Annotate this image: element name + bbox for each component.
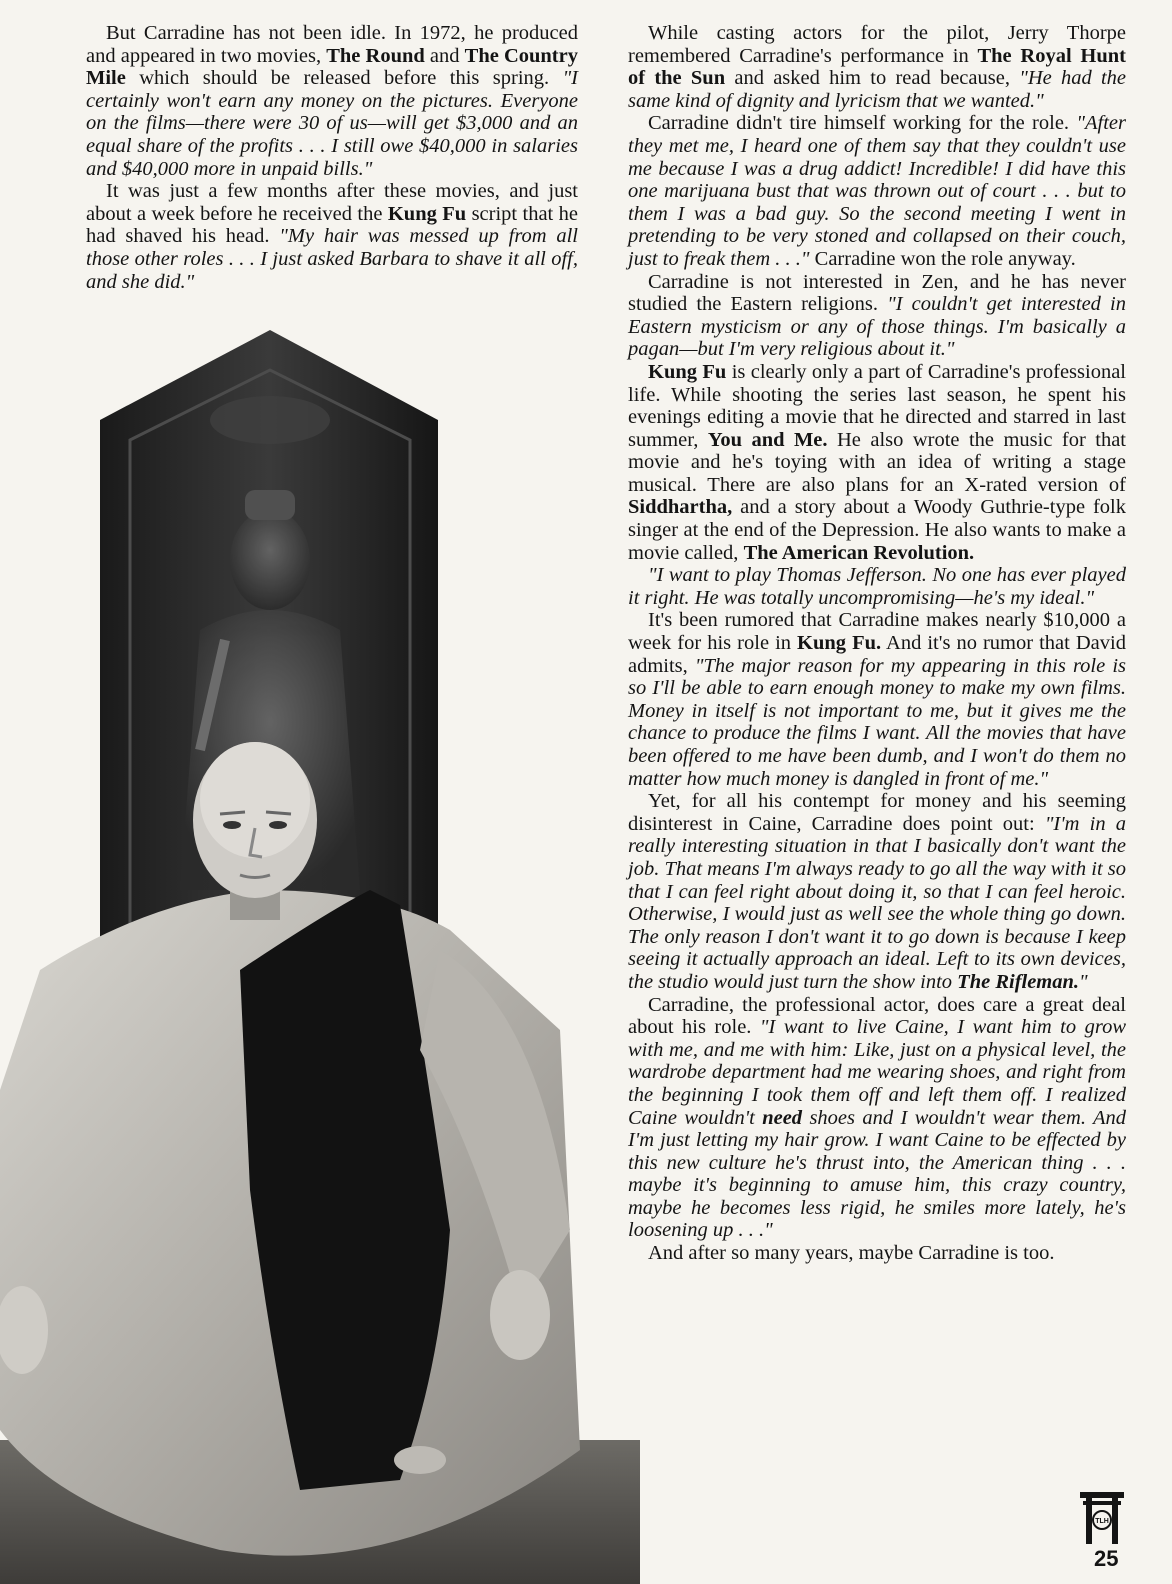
article-photo: [0, 330, 640, 1584]
paragraph: It's been rumored that Carradine makes nearly $10,000 a week for his role in Kung Fu. And it's no rumor that David admits, "The major reason for my appearing in this role is so I'll be able to earn enough money to make my own films. Money in itself is not important to me, but it gives me the chance to produce the films I want. All the movies that have been offered to me have been dumb, and I won't do them no matter how much money is dangled in front of me.": [628, 609, 1126, 790]
paragraph: But Carradine has not been idle. In 1972, he produced and appeared in two movies, The Round and The Country Mile which should be released before this spring. "I certainly won't earn any money on the pictures. Everyone on the films—there were 30 of us—will get $3,000 and an equal share of the profits . . . I still owe $40,000 in salaries and $40,000 more in unpaid bills.": [86, 22, 578, 180]
paragraph: Kung Fu is clearly only a part of Carradine's professional life. While shooting the series last season, he spent his evenings editing a movie that he directed and starred in last summer, You and Me. He also wrote the music for that movie and he's toying with an idea of writing a stage musical. There are also plans for an X-rated version of Siddhartha, and a story about a Woody Guthrie-type folk singer at the end of the Depression. He also wants to make a movie called, The American Revolution.: [628, 360, 1126, 564]
paragraph: It was just a few months after these movies, and just about a week before he received the Kung Fu script that he had shaved his head. "My hair was messed up from all those other roles . . . I just asked Barbara to shave it all off, and she did.": [86, 180, 578, 293]
left-column: [86, 22, 578, 293]
seated-man: [0, 742, 580, 1556]
paragraph: "I want to play Thomas Jefferson. No one has ever played it right. He was totally uncompromising—he's my ideal.": [628, 564, 1126, 609]
paragraph: Carradine, the professional actor, does care a great deal about his role. "I want to live Caine, I want him to grow with me, and me with him: Like, just on a physical level, the wardrobe department had me wearing shoes, and right from the beginning I took them off and left them off. I realized Caine wouldn't need shoes and I wouldn't wear them. And I'm just letting my hair grow. I want Caine to be effected by this new culture he's thrust into, the American thing . . . maybe it's beginning to amuse him, this crazy country, maybe he becomes less rigid, he smiles more lately, he's loosening up . . .": [628, 993, 1126, 1242]
paragraph: Carradine is not interested in Zen, and he has never studied the Eastern religions. "I couldn't get interested in Eastern mysticism or any of those things. I'm basically a pagan—but I'm very religious about it.": [628, 270, 1126, 361]
logo-text: TLH: [1095, 1518, 1109, 1525]
magazine-logo: [1080, 1492, 1124, 1544]
paragraph: Yet, for all his contempt for money and his seeming disinterest in Caine, Carradine does point out: "I'm in a really interesting situation in that I basically don't want the job. That means I'm always ready to go all the way with it so that I can feel right about doing it, so that I can feel heroic. Otherwise, I would just as well see the whole thing go down. The only reason I don't want it to go down is because I keep seeing it actually approach an ideal. Left to its own devices, the studio would just turn the show into The Rifleman.": [628, 790, 1127, 993]
paragraph: While casting actors for the pilot, Jerry Thorpe remembered Carradine's performance in The Royal Hunt of the Sun and asked him to read because, "He had the same kind of dignity and lyricism that we wanted.": [628, 22, 1127, 112]
page-number: 25: [1094, 1546, 1119, 1571]
paragraph: Carradine didn't tire himself working for the role. "After they met me, I heard one of them say that they couldn't use me because I was a drug addict! Incredible! I did have this one marijuana bust that was thrown out of court . . . but to them I was a bad guy. So the second meeting I went in pretending to be very stoned and collapsed on their couch, just to freak them . . ." Carradine won the role anyway.: [628, 112, 1126, 270]
paragraph: And after so many years, maybe Carradine is too.: [648, 1242, 1055, 1265]
right-column: [628, 22, 1126, 1265]
